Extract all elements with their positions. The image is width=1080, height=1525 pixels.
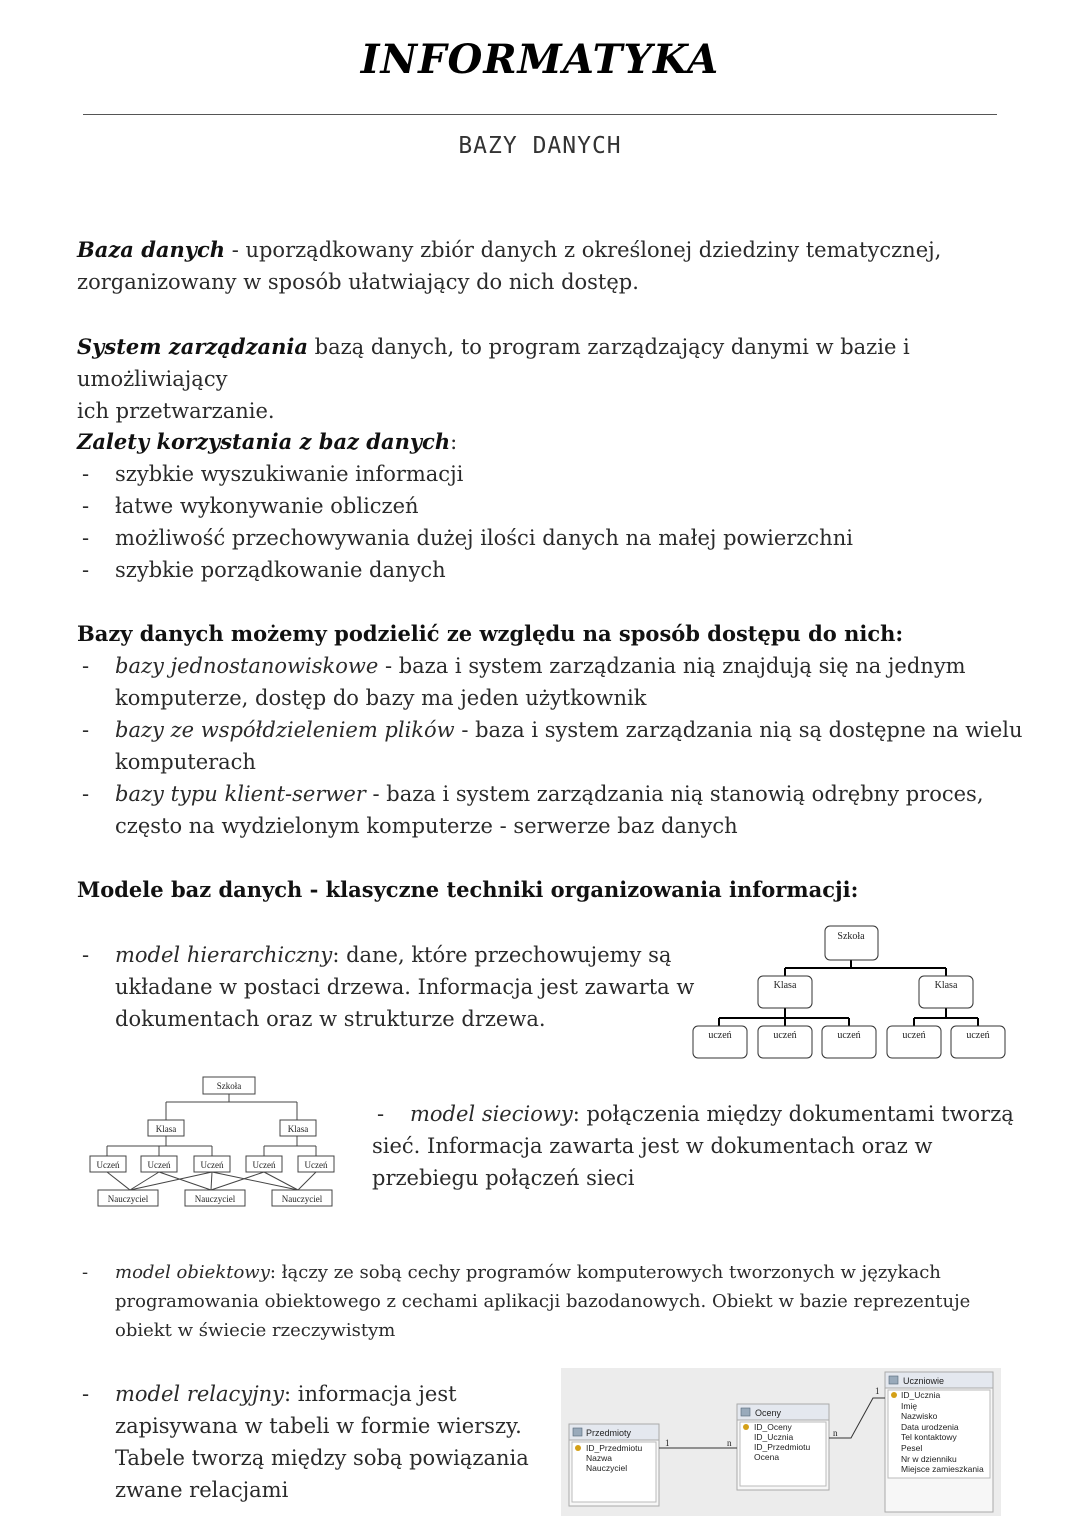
network-line-3: przebiegu połączeń sieci [372, 1166, 635, 1190]
svg-text:Ocena: Ocena [754, 1452, 780, 1462]
key-icon [743, 1424, 749, 1430]
svg-text:uczeń: uczeń [773, 1030, 797, 1041]
key-icon [891, 1392, 897, 1398]
svg-text:Klasa: Klasa [773, 980, 797, 991]
svg-text:ID_Przedmiotu: ID_Przedmiotu [754, 1442, 811, 1452]
definition-paragraph [77, 234, 1027, 298]
svg-text:ID_Ucznia: ID_Ucznia [754, 1432, 794, 1442]
key-icon [575, 1445, 581, 1451]
bullet-dash: - [82, 943, 90, 967]
bullet-dash: - [82, 558, 90, 582]
svg-text:1: 1 [875, 1386, 880, 1396]
bullet-dash: - [82, 1382, 90, 1406]
svg-text:Uczeń: Uczeń [96, 1160, 120, 1170]
hierarchical-line-1: model hierarchiczny: dane, które przechowujemy są [115, 943, 672, 967]
bullet-dash: - [82, 494, 90, 518]
network-diagram [84, 1074, 346, 1212]
svg-text:uczeń: uczeń [902, 1030, 926, 1041]
definition-term: Baza danych [77, 237, 226, 262]
advantage-item: możliwość przechowywania dużej ilości danych na małej powierzchni [115, 526, 853, 550]
relational-line-2: zapisywana w tabeli w formie wierszy. [115, 1414, 522, 1438]
svg-text:Uczeń: Uczeń [147, 1160, 171, 1170]
bullet-dash: - [377, 1102, 385, 1126]
bullet-dash: - [82, 718, 90, 742]
svg-text:Uczeń: Uczeń [304, 1160, 328, 1170]
table-uczniowie [885, 1372, 993, 1512]
svg-text:Nazwisko: Nazwisko [901, 1411, 938, 1421]
object-line-2: programowania obiektowego z cechami aplikacji bazodanowych. Obiekt w bazie reprezentuje [115, 1291, 971, 1312]
svg-text:Uczeń: Uczeń [200, 1160, 224, 1170]
network-line-2: sieć. Informacja zawarta jest w dokumentach oraz w [372, 1134, 933, 1158]
svg-text:ID_Ucznia: ID_Ucznia [901, 1390, 941, 1400]
advantage-item: łatwe wykonywanie obliczeń [115, 494, 419, 518]
svg-text:Klasa: Klasa [934, 980, 958, 991]
svg-text:Nauczyciel: Nauczyciel [194, 1194, 236, 1204]
svg-text:1: 1 [665, 1438, 670, 1448]
bullet-dash: - [82, 654, 90, 678]
page-title: INFORMATYKA [360, 36, 720, 83]
table-przedmioty [569, 1424, 659, 1506]
svg-text:Data urodzenia: Data urodzenia [901, 1422, 959, 1432]
table-oceny [737, 1404, 829, 1490]
title-divider [83, 114, 997, 115]
hierarchical-diagram [688, 922, 1010, 1062]
hierarchical-line-3: dokumentach oraz w strukturze drzewa. [115, 1007, 546, 1031]
access-item-cont: często na wydzielonym komputerze - serwerze baz danych [115, 814, 738, 838]
svg-text:Szkoła: Szkoła [837, 931, 865, 942]
access-item: bazy typu klient-serwer - baza i system zarządzania nią stanowią odrębny proces, [115, 782, 984, 806]
advantages-heading: Zalety korzystania z baz danych: [77, 429, 458, 454]
svg-text:ID_Przedmiotu: ID_Przedmiotu [586, 1443, 643, 1453]
svg-text:Uczeń: Uczeń [252, 1160, 276, 1170]
svg-text:Nr w dzienniku: Nr w dzienniku [901, 1454, 957, 1464]
access-item: bazy ze współdzieleniem plików - baza i system zarządzania nią są dostępne na wielu [115, 718, 1023, 742]
table-icon [741, 1408, 750, 1416]
advantage-item: szybkie porządkowanie danych [115, 558, 446, 582]
relational-line-4: zwane relacjami [115, 1478, 289, 1502]
system-text-2: ich przetwarzanie. [77, 399, 275, 423]
table-icon [889, 1376, 898, 1384]
models-heading: Modele baz danych - klasyczne techniki organizowania informacji: [77, 877, 859, 902]
svg-text:Pesel: Pesel [901, 1443, 923, 1453]
system-term: System zarządzania [77, 334, 308, 359]
relational-line-1: model relacyjny: informacja jest [115, 1382, 457, 1406]
system-text: bazą danych, to program zarządzający danymi w bazie i umożliwiający [77, 335, 910, 391]
object-line-3: obiekt w świecie rzeczywistym [115, 1320, 396, 1341]
relational-diagram [561, 1368, 1001, 1516]
relational-line-3: Tabele tworzą między sobą powiązania [115, 1446, 529, 1470]
table-icon [573, 1428, 582, 1436]
svg-text:Imię: Imię [901, 1401, 918, 1411]
bullet-dash: - [82, 462, 90, 486]
svg-text:uczeń: uczeń [837, 1030, 861, 1041]
bullet-dash: - [82, 526, 90, 550]
svg-text:Miejsce zamieszkania: Miejsce zamieszkania [901, 1464, 984, 1474]
svg-text:Przedmioty: Przedmioty [586, 1428, 632, 1438]
object-line-1: model obiektowy: łączy ze sobą cechy programów komputerowych tworzonych w językach [115, 1262, 941, 1283]
bullet-dash: - [82, 1262, 89, 1283]
system-paragraph [77, 331, 1037, 427]
hierarchical-line-2: układane w postaci drzewa. Informacja jest zawarta w [115, 975, 695, 999]
advantage-item: szybkie wyszukiwanie informacji [115, 462, 464, 486]
access-item-cont: komputerach [115, 750, 256, 774]
bullet-dash: - [82, 782, 90, 806]
definition-text: - uporządkowany zbiór danych z określonej dziedziny tematycznej, [225, 238, 942, 262]
svg-text:Nazwa: Nazwa [586, 1453, 612, 1463]
access-item: bazy jednostanowiskowe - baza i system zarządzania nią znajdują się na jednym [115, 654, 966, 678]
svg-text:uczeń: uczeń [708, 1030, 732, 1041]
svg-text:n: n [833, 1428, 838, 1438]
svg-text:Tel kontaktowy: Tel kontaktowy [901, 1432, 957, 1442]
svg-text:Uczniowie: Uczniowie [903, 1376, 945, 1386]
page-subtitle: BAZY DANYCH [458, 133, 622, 159]
svg-text:n: n [727, 1438, 732, 1448]
svg-text:Nauczyciel: Nauczyciel [107, 1194, 149, 1204]
svg-text:Nauczyciel: Nauczyciel [281, 1194, 323, 1204]
svg-text:Klasa: Klasa [287, 1124, 309, 1134]
svg-text:uczeń: uczeń [966, 1030, 990, 1041]
svg-text:Oceny: Oceny [755, 1408, 782, 1418]
svg-text:Klasa: Klasa [155, 1124, 177, 1134]
svg-text:Nauczyciel: Nauczyciel [586, 1463, 628, 1473]
access-heading: Bazy danych możemy podzielić ze względu na sposób dostępu do nich: [77, 621, 904, 646]
access-item-cont: komputerze, dostęp do bazy ma jeden użytkownik [115, 686, 647, 710]
svg-text:Szkoła: Szkoła [216, 1081, 242, 1091]
svg-text:ID_Oceny: ID_Oceny [754, 1422, 792, 1432]
network-line-1: model sieciowy: połączenia między dokumentami tworzą [410, 1102, 1014, 1126]
definition-text-2: zorganizowany w sposób ułatwiający do nich dostęp. [77, 270, 639, 294]
